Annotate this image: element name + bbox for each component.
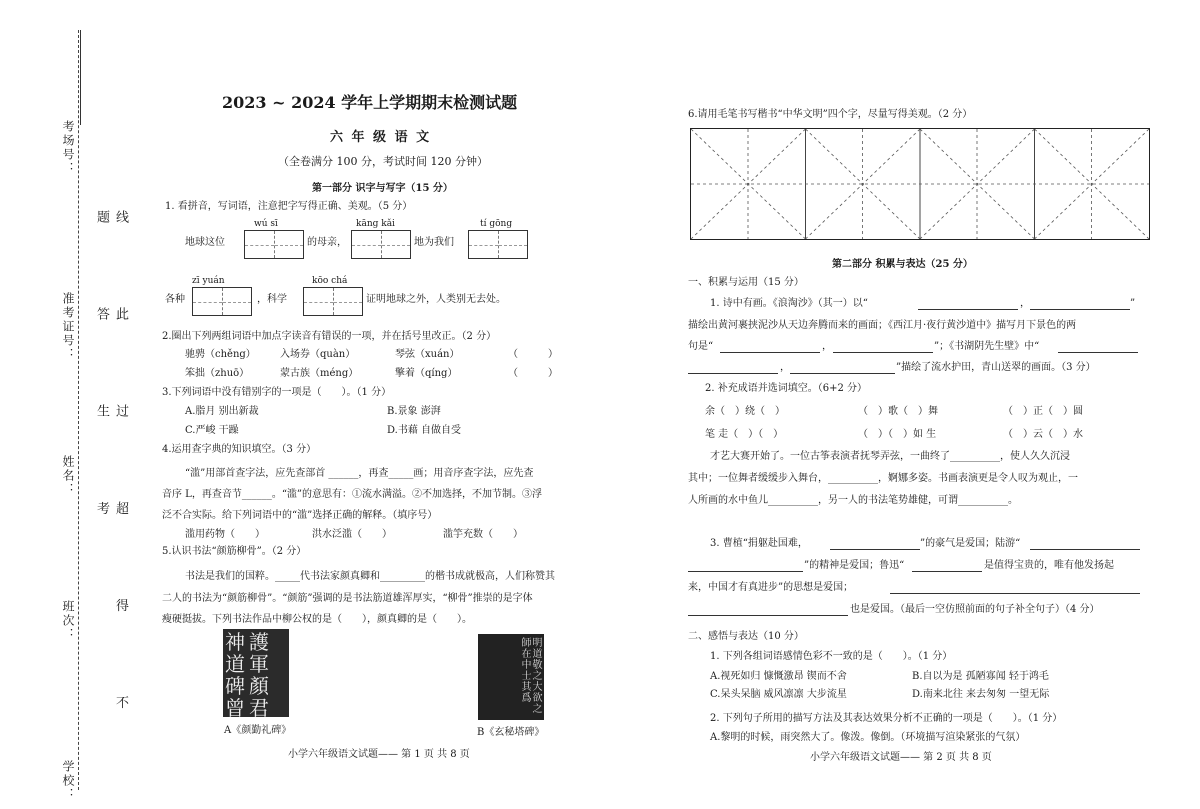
tianzige-box[interactable] [192,287,252,316]
q2-option: 驰骋（chěng） [185,349,256,360]
tianzige-box[interactable] [351,230,411,259]
idiom-blank[interactable]: （ ）歌（ ）舞 [858,406,938,417]
answer-blank[interactable] [918,296,1018,310]
page-footer-right: 小学六年级语文试题—— 第 2 页 共 8 页 [810,752,992,763]
q2-stem: 2.圈出下列两组词语中加点字读音有错误的一项，并在括号里改正。（2 分） [162,331,497,342]
q5-text: 二人的书法为“颜筋柳骨”。“颜筋”强调的是书法筋道雄浑厚实，“柳骨”推崇的是字体 [162,593,533,604]
q1-text: 的母亲， [307,237,347,248]
r3-text: 来，中国才有真进步”的思想是爱国； [688,582,854,593]
rubbing-image-b: 明道敬之大欲之師在中士其爲 [478,634,544,720]
rubbing-image-a: 神護道軍碑顏曾君 [223,629,289,717]
q3-option-c: C.严峻 干躁 [185,425,239,436]
r1-text: ”；《书湖阴先生壁》中“ [934,341,1040,352]
idiom-blank[interactable]: （ ）正（ ）圆 [1003,406,1083,417]
section1-heading: 一、积累与运用（15 分） [688,277,804,288]
r1-text: 描绘出黄河裹挟泥沙从天边奔腾而来的画面；《西江月·夜行黄沙道中》描写月下景色的两 [688,320,1077,331]
r1-text: ” [1130,298,1136,309]
idiom-blank[interactable]: 笔 走（ ）（ ） [705,429,784,440]
g1-option-d: D.南来北往 来去匆匆 一望无际 [912,689,1050,700]
q4-word: 滥竽充数（ ） [443,529,523,540]
exam-room-line [80,30,81,125]
pinyin-1: wú sī [254,219,278,229]
answer-blank[interactable] [790,360,895,374]
g1-option-c: C.呆头呆脑 威风凛凛 大步流星 [710,689,847,700]
q4-text: “滥”用部首查字法，应先查部首 ______，再查_____画；用音序查字法，应先查 [185,468,534,479]
g2-stem: 2. 下列句子所用的描写方法及其表达效果分析不正确的一项是（ ）。（1 分） [710,713,1063,724]
answer-blank[interactable] [1058,339,1138,353]
q3-option-b: B.景象 澎湃 [387,406,441,417]
pinyin-2: kāng kǎi [356,219,395,229]
part1-heading: 第一部分 识字与写字（15 分） [312,183,453,194]
answer-blank[interactable] [830,536,920,550]
q1-text: 各种 [165,294,185,305]
r3-text: 3. 曹植“捐躯赴国难， [710,538,808,549]
r2-text: 人所画的水中鱼儿__________，另一人的书法笔势雄健，可谓__________。 [688,495,1018,506]
q1-text: 地为我们 [414,237,454,248]
q3-option-a: A.脂月 别出新裁 [185,406,259,417]
answer-blank[interactable] [688,558,803,572]
caption-a: A《颜勤礼碑》 [224,725,292,736]
r3-text: 是值得宝贵的，唯有他发扬起 [984,560,1114,571]
seal-line-text: 线 此 过 超 得 不 题 答 生 考 [94,210,128,749]
ticket-number-label: 准考证号： [61,292,75,362]
answer-blank[interactable] [1030,536,1140,550]
g1-stem: 1. 下列各组词语感情色彩不一致的是（ ）。（1 分） [710,651,953,662]
exam-room-label: 考场号： [61,120,75,176]
caption-b: B《玄秘塔碑》 [477,727,545,738]
g2-option-a: A.黎明的时候，雨突然大了。像泼。像倒。（环境描写渲染紧张的气氛） [710,732,1026,743]
answer-blank[interactable] [1030,296,1130,310]
r2-text: 其中；一位舞者缓缓步入舞台，__________，婀娜多姿。书画表演更是令人叹为观止，一 [688,473,1078,484]
r2-stem: 2. 补充成语并选词填空。（6+2 分） [705,383,868,394]
q2-option: 琴弦（xuán） [395,349,460,360]
r1-text: ， [822,341,832,352]
q4-word: 滥用药物（ ） [185,529,265,540]
pinyin-4: zī yuán [192,276,225,286]
r3-text: ”的精神是爱国；鲁迅“ [804,560,905,571]
answer-blank[interactable] [833,339,933,353]
q2-option: 入场券（quàn） [280,349,356,360]
q4-text: 泛不合实际。给下列词语中的“滥”选择正确的解释。（填序号） [162,510,438,521]
r3-text: 也是爱国。（最后一空仿照前面的句子补全句子）（4 分） [850,604,1100,615]
q2-option: 蒙古族（méng） [280,368,359,379]
r1-text: ， [1020,298,1030,309]
r2-text: 才艺大赛开始了。一位古筝表演者抚琴弄弦，一曲终了__________，使人久久沉浸 [710,451,1070,462]
answer-blank[interactable]: （ ） [508,368,558,379]
g1-option-a: A.视死如归 慷慨激昂 锲而不舍 [710,671,847,682]
r1-text: 句是“ [688,341,714,352]
q1-stem: 1. 看拼音，写词语，注意把字写得正确、美观。（5 分） [165,201,413,212]
part2-heading: 第二部分 积累与表达（25 分） [832,259,973,270]
seal-line [78,30,79,790]
q4-word: 洪水泛滥（ ） [312,529,392,540]
r1-text: ， [780,362,790,373]
answer-blank[interactable]: （ ） [508,349,558,360]
q5-text: 书法是我们的国粹。_____代书法家颜真卿和_________的楷书成就极高，人们称赞其 [185,571,555,582]
q2-option: 擎着（qíng） [395,368,458,379]
calligraphy-grid[interactable] [690,128,1150,240]
r1-text: ”描绘了流水护田，青山送翠的画面。（3 分） [896,362,1096,373]
exam-title: 2023 ~ 2024 学年上学期期末检测试题 [222,93,518,112]
answer-blank[interactable] [688,602,848,616]
answer-blank[interactable] [890,580,1140,594]
answer-blank[interactable] [688,360,778,374]
q5-text: 瘦硬挺拔。下列书法作品中柳公权的是（ ），颜真卿的是（ ）。 [162,614,472,625]
idiom-blank[interactable]: （ ）云（ ）水 [1003,429,1083,440]
school-label: 学校： [61,760,75,802]
exam-subject: 六 年 级 语 文 [330,130,432,145]
name-label: 姓名： [61,455,75,497]
idiom-blank[interactable]: （ ）（ ）如 生 [858,429,937,440]
q3-option-d: D.书藉 自做自受 [387,425,462,436]
pinyin-5: kōo chá [312,276,348,286]
tianzige-box[interactable] [244,230,304,259]
q3-stem: 3.下列词语中没有错别字的一项是（ ）。（1 分） [162,387,392,398]
tianzige-box[interactable] [468,230,528,259]
g1-option-b: B.自以为是 孤陋寡闻 轻于鸿毛 [912,671,1049,682]
tianzige-box[interactable] [303,287,363,316]
r3-text: ”的豪气是爱国；陆游“ [920,538,1021,549]
q5-stem: 5.认识书法“颜筋柳骨”。（2 分） [162,546,307,557]
idiom-blank[interactable]: 余（ ）绕（ ） [705,406,785,417]
q1-text: 地球这位 [185,237,225,248]
answer-blank[interactable] [720,339,820,353]
q1-text: 证明地球之外，人类别无去处。 [366,294,506,305]
q4-stem: 4.运用查字典的知识填空。（3 分） [162,444,317,455]
q1-text: ，科学 [257,294,287,305]
exam-note: （全卷满分 100 分，考试时间 120 分钟） [278,155,488,168]
r1-text: 1. 诗中有画。《浪淘沙》（其一）以“ [710,298,868,309]
q4-text: 音序 L，再查音节______。“滥”的意思有：①流水满溢。②不加选择，不加节制。③浮 [162,489,543,500]
page-footer-left: 小学六年级语文试题—— 第 1 页 共 8 页 [288,749,470,760]
answer-blank[interactable] [912,558,982,572]
q2-option: 笨拙（zhuō） [185,368,250,379]
class-label: 班次： [61,600,75,642]
section2-heading: 二、感悟与表达（10 分） [688,631,804,642]
q6-stem: 6.请用毛笔书写楷书“中华文明”四个字，尽量写得美观。（2 分） [688,109,973,120]
pinyin-3: tí gōng [480,219,513,229]
